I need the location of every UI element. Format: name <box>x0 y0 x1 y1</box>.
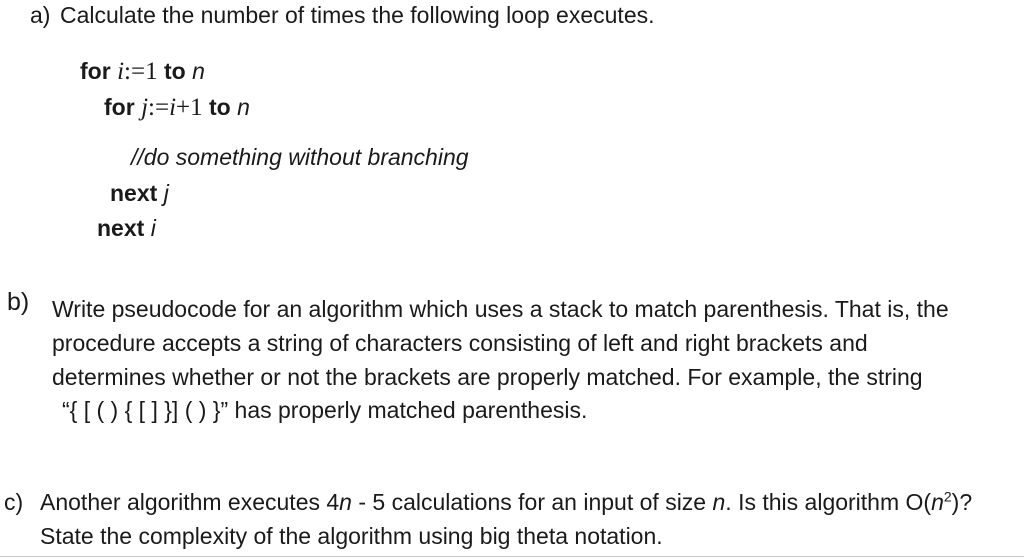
part-c-label: c) <box>4 489 24 515</box>
code-line-inner-for <box>104 93 250 122</box>
page-bottom-rule <box>0 556 1024 557</box>
expr-plus-one: +1 <box>176 94 203 121</box>
var-n: n <box>931 489 944 515</box>
expr-var-i: i <box>169 94 177 121</box>
var-n: n <box>339 489 352 515</box>
keyword-to: to <box>209 94 231 120</box>
loop-var-i: i <box>117 58 125 85</box>
code-line-next-i <box>97 214 156 242</box>
end-value-n: n <box>237 94 250 120</box>
keyword-next: next <box>110 180 158 206</box>
part-b-line-2: procedure accepts a string of characters consisting of left and right brackets and <box>52 330 868 356</box>
next-var-j: j <box>163 180 169 206</box>
part-b-label: b) <box>7 288 30 316</box>
loop-var-j: j <box>141 94 149 121</box>
code-line-outer-for <box>80 57 205 86</box>
keyword-to: to <box>163 58 186 84</box>
part-c-text-b: - 5 calculations for an input of size <box>351 489 713 515</box>
part-a-label: a) <box>30 2 51 28</box>
end-value-n: n <box>192 58 205 84</box>
code-comment: //do something without branching <box>131 144 469 170</box>
var-n: n <box>712 489 726 515</box>
part-a-question: Calculate the number of times the following loop executes. <box>60 2 655 28</box>
assign-op: := <box>148 94 170 121</box>
keyword-for: for <box>104 94 135 120</box>
next-var-i: i <box>150 215 156 241</box>
part-c-text-a: Another algorithm executes 4 <box>40 489 340 515</box>
keyword-for: for <box>80 58 111 84</box>
part-b-line-4: “{ [ ( ) { [ ] }] ( ) }” has properly matched parenthesis. <box>62 397 588 423</box>
part-b-line-3: determines whether or not the brackets are properly matched. For example, the string <box>52 364 923 390</box>
assign-op: := <box>124 58 146 85</box>
part-c-text-c: . Is this algorithm O( <box>725 489 932 515</box>
part-c-text-d: )? <box>951 489 973 515</box>
part-c-line-1 <box>40 488 972 516</box>
exponent: 2 <box>943 488 952 505</box>
part-c-line-2: State the complexity of the algorithm using big theta notation. <box>40 523 663 549</box>
part-b-line-1: Write pseudocode for an algorithm which uses a stack to match parenthesis. That is, the <box>52 296 949 322</box>
start-value: 1 <box>145 58 158 85</box>
keyword-next: next <box>97 215 145 241</box>
code-line-next-j <box>110 179 169 207</box>
